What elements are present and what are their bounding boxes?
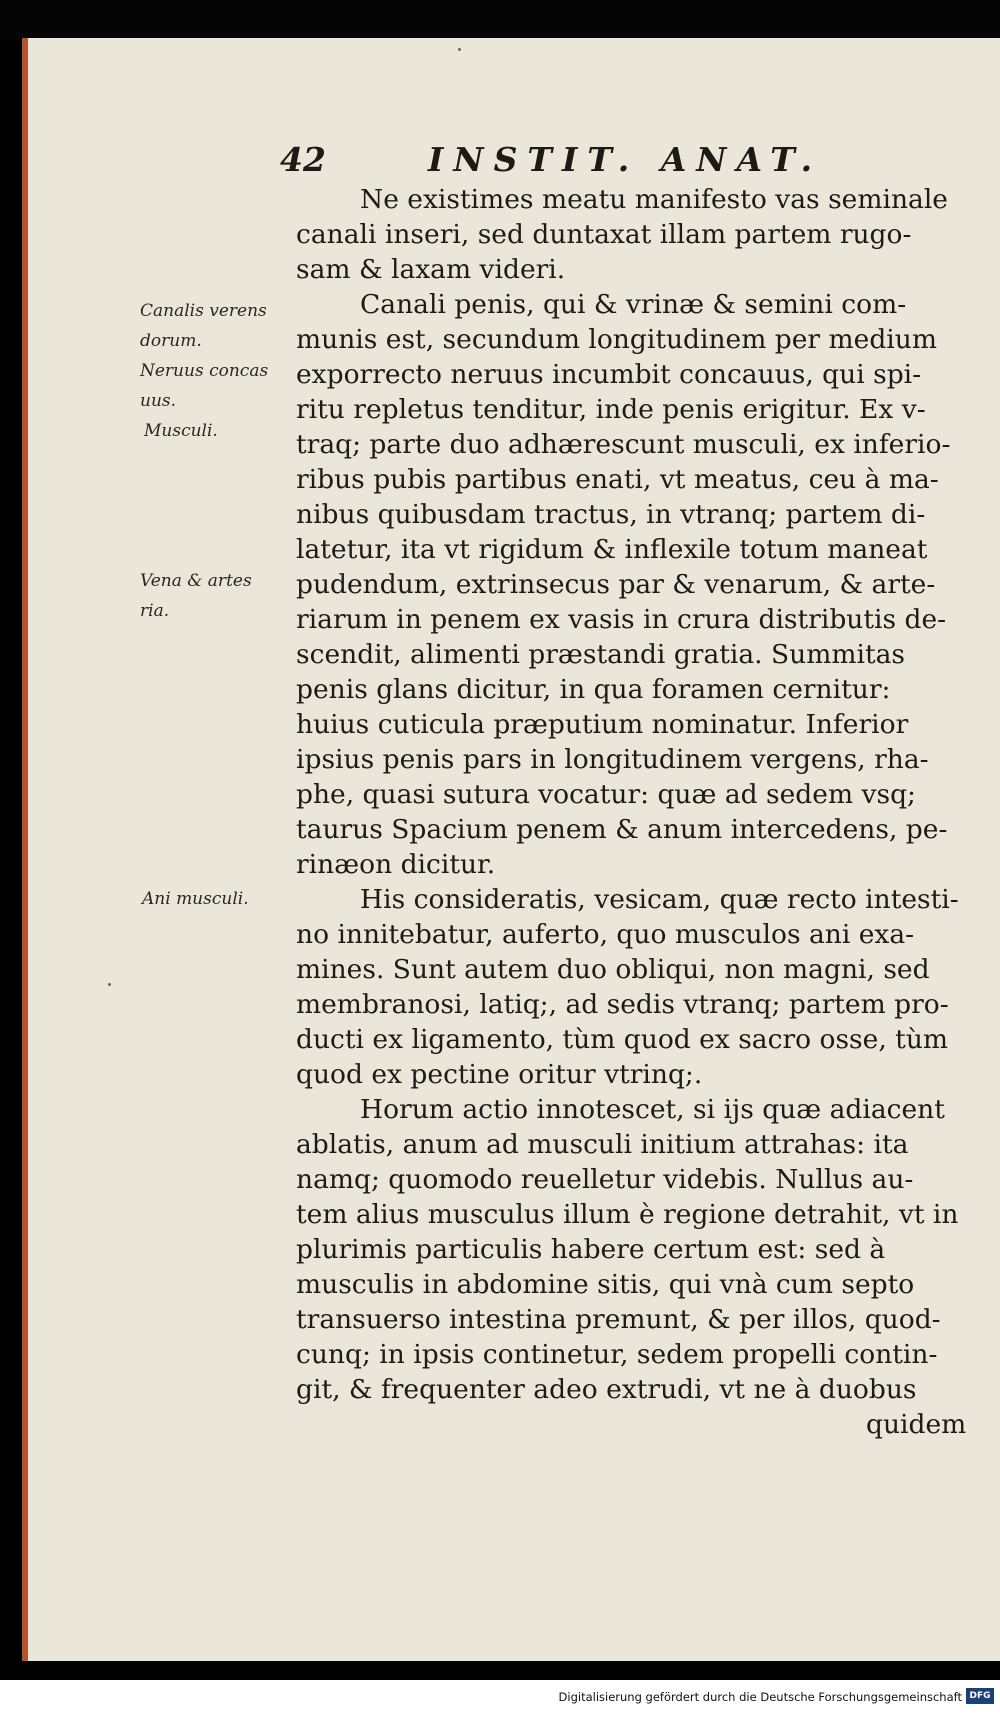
margin-note: uus. (140, 391, 177, 411)
dfg-logo: DFG (966, 1688, 994, 1704)
margin-note: Vena & artes (140, 571, 252, 591)
text-line: cunq; in ipsis continetur, sedem propelli contin- (296, 1339, 938, 1370)
text-line: canali inseri, sed duntaxat illam partem rugo- (296, 219, 912, 250)
text-line: ducti ex ligamento, tùm quod ex sacro osse, tùm (296, 1024, 949, 1055)
text-line: git, & frequenter adeo extrudi, vt ne à duobus (296, 1374, 917, 1405)
text-line: His consideratis, vesicam, quæ recto intesti- (360, 884, 959, 915)
margin-note: ria. (140, 601, 170, 621)
text-line: quod ex pectine oritur vtrinq;. (296, 1059, 703, 1090)
text-line: latetur, ita vt rigidum & inflexile totum maneat (296, 534, 928, 565)
text-line: Ne existimes meatu manifesto vas seminale (360, 184, 948, 215)
text-line: mines. Sunt autem duo obliqui, non magni, sed (296, 954, 930, 985)
text-line: rinæon dicitur. (296, 849, 496, 880)
paper-speck (458, 48, 461, 51)
funding-credit: Digitalisierung gefördert durch die Deutsche Forschungsgemeinschaft (558, 1690, 962, 1704)
text-line: namq; quomodo reuelletur videbis. Nullus au- (296, 1164, 914, 1195)
margin-note: Musculi. (144, 421, 218, 441)
margin-notes (140, 296, 290, 916)
text-line: penis glans dicitur, in qua foramen cernitur: (296, 674, 891, 705)
text-line: sam & laxam videri. (296, 254, 566, 285)
text-line: no innitebatur, auferto, quo musculos ani exa- (296, 919, 915, 950)
text-line: ribus pubis partibus enati, vt meatus, ceu à ma- (296, 464, 939, 495)
text-line: ablatis, anum ad musculi initium attrahas: ita (296, 1129, 909, 1160)
text-line: ritu repletus tenditur, inde penis erigitur. Ex v- (296, 394, 926, 425)
running-title: INSTIT. ANAT. (428, 140, 823, 179)
text-line: ipsius penis pars in longitudinem vergens, rha- (296, 744, 929, 775)
page-number: 42 (280, 140, 326, 179)
text-line: Canali penis, qui & vrinæ & semini com- (360, 289, 907, 320)
margin-note: dorum. (140, 331, 202, 351)
text-line: taurus Spacium penem & anum intercedens, pe- (296, 814, 948, 845)
text-line: musculis in abdomine sitis, qui vnà cum septo (296, 1269, 915, 1300)
text-line: membranosi, latiq;, ad sedis vtranq; partem pro- (296, 989, 949, 1020)
digitization-footer (0, 1680, 1000, 1717)
text-line: phe, quasi sutura vocatur: quæ ad sedem vsq; (296, 779, 916, 810)
text-line: huius cuticula præputium nominatur. Inferior (296, 709, 909, 740)
text-line: transuerso intestina premunt, & per illos, quod- (296, 1304, 941, 1335)
margin-note: Neruus concas (140, 361, 269, 381)
text-line: munis est, secundum longitudinem per medium (296, 324, 937, 355)
text-line: riarum in penem ex vasis in crura distributis de- (296, 604, 947, 635)
margin-note: Ani musculi. (142, 889, 249, 909)
catchword: quidem (866, 1409, 967, 1440)
text-line: scendit, alimenti præstandi gratia. Summitas (296, 639, 906, 670)
paper-speck (108, 983, 111, 986)
running-header (268, 140, 858, 188)
text-line: pudendum, extrinsecus par & venarum, & arte- (296, 569, 936, 600)
scan-top-border (0, 0, 1000, 40)
margin-note: Canalis verens (140, 301, 267, 321)
text-line: traq; parte duo adhærescunt musculi, ex inferio- (296, 429, 951, 460)
text-line: nibus quibusdam tractus, in vtranq; partem di- (296, 499, 926, 530)
text-line: plurimis particulis habere certum est: sed à (296, 1234, 886, 1265)
text-line: tem alius musculus illum è regione detrahit, vt in (296, 1199, 959, 1230)
text-line: Horum actio innotescet, si ijs quæ adiacent (360, 1094, 945, 1125)
body-text (296, 182, 972, 1462)
text-line: exporrecto neruus incumbit concauus, qui spi- (296, 359, 922, 390)
